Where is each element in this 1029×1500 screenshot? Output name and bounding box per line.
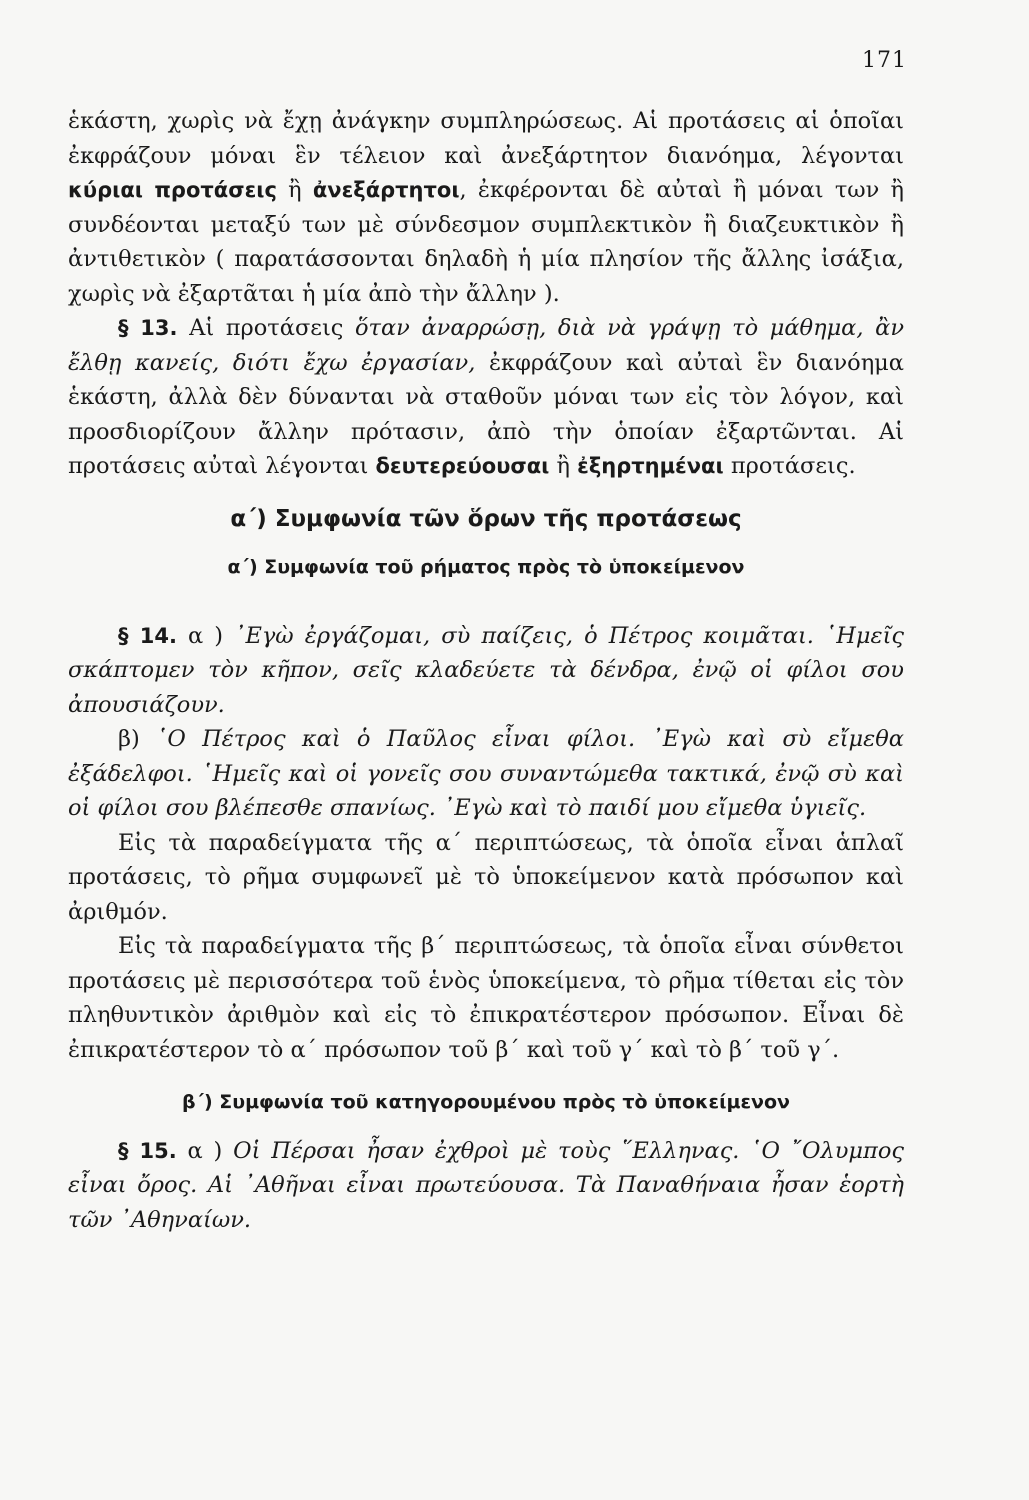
paragraph-case-a: Εἰς τὰ παραδείγματα τῆς α΄ περιπτώσεως, τὰ ὁποῖα εἶναι ἁπλαῖ προτάσεις, τὸ ρῆμα συμφωνεῖ μὲ τὸ ὑποκείμενον κατὰ πρόσωπον καὶ ἀριθμόν. <box>68 829 904 925</box>
text-run: ἑκάστη, χωρὶς νὰ ἔχῃ ἀνάγκην συμπληρώσεως. Αἱ προτάσεις αἱ ὁποῖαι ἐκφράζουν μόναι ἓν τέλειον καὶ ἀνεξάρτητον διανόημα, λέγονται <box>68 108 904 169</box>
section-14-b <box>68 722 904 826</box>
paragraph-main-clauses <box>68 104 904 311</box>
page-body <box>68 104 904 1237</box>
section-number: § 14. <box>118 623 177 648</box>
term-main-clauses: κύριαι προτάσεις <box>68 178 277 202</box>
section-13 <box>68 311 904 484</box>
text-run: ἐκφράζουν καὶ αὐταὶ ἓν διανόημα ἑκάστη, ἀλλὰ δὲν δύνανται νὰ σταθοῦν μόναι των εἰς τὸν λόγον, καὶ προσδιορίζουν ἄλλην πρότασιν, ἀπὸ τὴν ὁποίαν ἐξαρτῶνται. Αἱ προτάσεις αὐταὶ λέγονται <box>68 349 904 479</box>
heading-predicate-subject-agreement: β΄) Συμφωνία τοῦ κατηγορουμένου πρὸς τὸ ὑποκείμενον <box>181 1091 790 1113</box>
example-text: ῾Ο Πέτρος καὶ ὁ Παῦλος εἶναι φίλοι. ᾿Εγὼ καὶ σὺ εἴμεθα ἐξάδελφοι. ῾Ημεῖς καὶ οἱ γονεῖς σου συναντώμεθα τακτικά, ἐνῷ σὺ καὶ οἱ φίλοι σου βλέπεσθε σπανίως. ᾿Εγὼ καὶ τὸ παιδί μου εἴμεθα ὑγιεῖς. <box>68 726 904 821</box>
example-text: ὅταν ἀναρρώσῃ, διὰ νὰ γράψῃ τὸ μάθημα, ἂν ἔλθῃ κανείς, διότι ἔχω ἐργασίαν, <box>68 315 905 376</box>
section-number: § 15. <box>118 1138 177 1163</box>
item-label: β) <box>118 726 157 752</box>
paragraph-case-b: Εἰς τὰ παραδείγματα τῆς β΄ περιπτώσεως, τὰ ὁποῖα εἶναι σύνθετοι προτάσεις μὲ περισσότερα τοῦ ἑνὸς ὑποκείμενα, τὸ ρῆμα τίθεται εἰς τὸν πληθυντικὸν ἀριθμὸν καὶ εἰς τὸ ἐπικρατέστερον πρόσωπον. Εἶναι δὲ ἐπικρατέστερον τὸ α΄ πρόσωπον τοῦ β΄ καὶ τοῦ γ΄ καὶ τὸ β΄ τοῦ γ΄. <box>68 933 904 1063</box>
example-text: Οἱ Πέρσαι ἦσαν ἐχθροὶ μὲ τοὺς ῞Ελληνας. ῾Ο ῎Ολυμπος εἶναι ὄρος. Αἱ ᾿Αθῆναι εἶναι πρωτεύουσα. Τὰ Παναθήναια ἦσαν ἑορτὴ τῶν ᾿Αθηναίων. <box>68 1137 904 1233</box>
term-dependent: ἐξηρτημέναι <box>577 454 724 478</box>
item-label: α ) <box>176 622 235 649</box>
page-number: 171 <box>862 48 907 73</box>
text-run: ἢ <box>276 177 313 203</box>
example-text: ᾿Εγὼ ἐργάζομαι, σὺ παίζεις, ὁ Πέτρος κοιμᾶται. ῾Ημεῖς σκάπτομεν τὸν κῆπον, σεῖς κλαδεύετε τὰ δένδρα, ἐνῷ οἱ φίλοι σου ἀπουσιάζουν. <box>68 622 905 718</box>
heading-agreement-of-terms: α΄) Συμφωνία τῶν ὅρων τῆς προτάσεως <box>230 505 742 532</box>
term-independent: ἀνεξάρτητοι <box>312 178 460 202</box>
text-run: , ἐκφέρονται δὲ αὐταὶ ἢ μόναι των ἢ συνδέονται μεταξύ των μὲ σύνδεσμον συμπλεκτικὸν ἢ διαζευκτικὸν ἢ ἀντιθετικὸν ( παρατάσσονται δηλαδὴ ἡ μία πλησίον τῆς ἄλλης ἰσάξια, χωρὶς νὰ ἐξαρτᾶται ἡ μία ἀπὸ τὴν ἄλλην ). <box>68 177 905 307</box>
item-label: α ) <box>176 1137 234 1164</box>
section-14 <box>68 619 904 723</box>
term-subordinate: δευτερεύουσαι <box>375 454 550 478</box>
text-run: ἢ <box>549 453 578 479</box>
section-15 <box>68 1134 904 1238</box>
heading-verb-subject-agreement: α΄) Συμφωνία τοῦ ρήματος πρὸς τὸ ὑποκείμενον <box>227 556 745 578</box>
section-number: § 13. <box>118 316 178 340</box>
text-run: Αἱ προτάσεις <box>177 315 355 341</box>
text-run: προτάσεις. <box>723 453 856 479</box>
